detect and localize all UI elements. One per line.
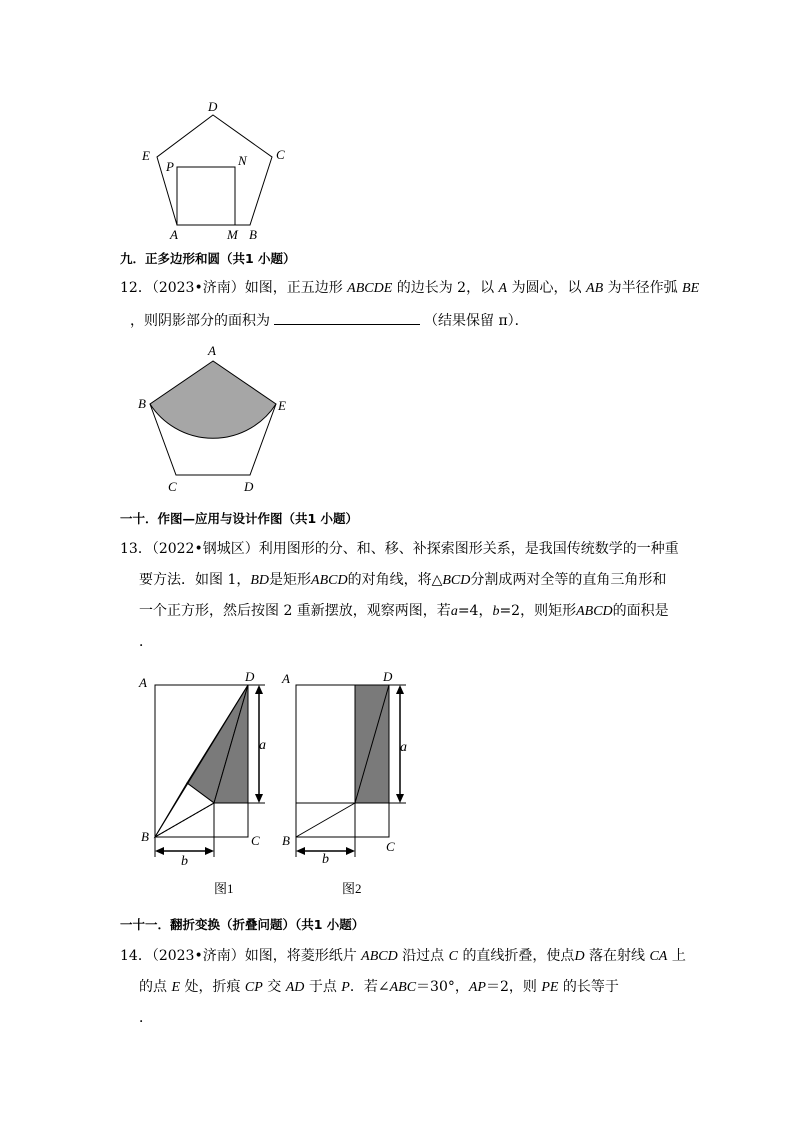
q13-number: 13． xyxy=(120,541,152,557)
label-a: a xyxy=(400,740,407,755)
q12-line2: ，则阴影部分的面积为 （结果保留 π）． xyxy=(130,310,529,331)
q13-line3: 一个正方形，然后按图 2 重新摆放，观察两图，若a=4，b=2，则矩形ABCD的面积是 xyxy=(139,603,669,619)
label-A: A xyxy=(170,227,178,242)
q13-line2: 要方法．如图 1，BD是矩形ABCD的对角线，将△BCD分割成两对全等的直角三角形和 xyxy=(139,572,667,588)
label-A: A xyxy=(139,675,147,690)
label-E: E xyxy=(142,148,150,163)
q12-number: 12． xyxy=(120,280,152,296)
q14-line2: 的点 E 处，折痕 CP 交 AD 于点 P．若∠ABC＝30°，AP＝2，则 PE 的长等于 xyxy=(139,979,619,995)
label-A: A xyxy=(208,343,216,358)
pentagon-sector-figure xyxy=(130,340,300,500)
section-heading-9: 九．正多边形和圆（共1 小题） xyxy=(120,251,296,266)
shaded-sector xyxy=(150,361,276,438)
q13-source: （2022•钢城区） xyxy=(151,541,259,557)
q12-answer-blank[interactable] xyxy=(274,310,420,325)
section-heading-10: 一十．作图—应用与设计作图（共1 小题） xyxy=(120,511,359,526)
q14-source: （2023•济南） xyxy=(151,948,245,964)
q14-number: 14． xyxy=(120,948,152,964)
pentagon-square-figure xyxy=(130,95,290,245)
q13-figure-1 xyxy=(135,665,270,900)
label-P: P xyxy=(166,159,174,174)
label-N: N xyxy=(238,153,247,168)
label-C: C xyxy=(386,839,395,854)
label-C: C xyxy=(276,147,285,162)
label-D: D xyxy=(383,669,393,684)
label-D: D xyxy=(245,669,255,684)
caption-fig2: 图2 xyxy=(342,881,362,896)
q13-line4: ． xyxy=(139,634,153,650)
label-M: M xyxy=(227,227,238,242)
section-heading-11: 一十一．翻折变换（折叠问题）（共1 小题） xyxy=(120,917,365,932)
q13-figure-2 xyxy=(276,665,411,900)
label-D: D xyxy=(208,99,218,114)
square-pnma xyxy=(177,167,235,225)
label-B: B xyxy=(282,833,290,848)
label-b: b xyxy=(181,854,188,869)
q12-source: （2023•济南） xyxy=(151,280,245,296)
caption-fig1: 图1 xyxy=(214,881,234,896)
label-C: C xyxy=(251,833,260,848)
label-B: B xyxy=(138,396,146,411)
q14-line1: 14．（2023•济南）如图，将菱形纸片 ABCD 沿过点 C 的直线折叠，使点D 落在射线 CA 上 xyxy=(120,948,686,964)
label-a: a xyxy=(259,738,266,753)
q14-line3: ． xyxy=(139,1010,153,1026)
label-B: B xyxy=(141,829,149,844)
label-E: E xyxy=(278,398,286,413)
label-D: D xyxy=(244,479,254,494)
label-C: C xyxy=(168,479,177,494)
pentagon-outline xyxy=(157,115,272,225)
q13-line1: 13．（2022•钢城区）利用图形的分、和、移、补探索图形关系，是我国传统数学的一种重 xyxy=(120,541,679,557)
label-B: B xyxy=(249,227,257,242)
q12-line1: 12．（2023•济南）如图，正五边形 ABCDE 的边长为 2，以 A 为圆心，以 AB 为半径作弧 BE xyxy=(120,280,700,296)
label-A: A xyxy=(282,671,290,686)
label-b: b xyxy=(322,852,329,867)
